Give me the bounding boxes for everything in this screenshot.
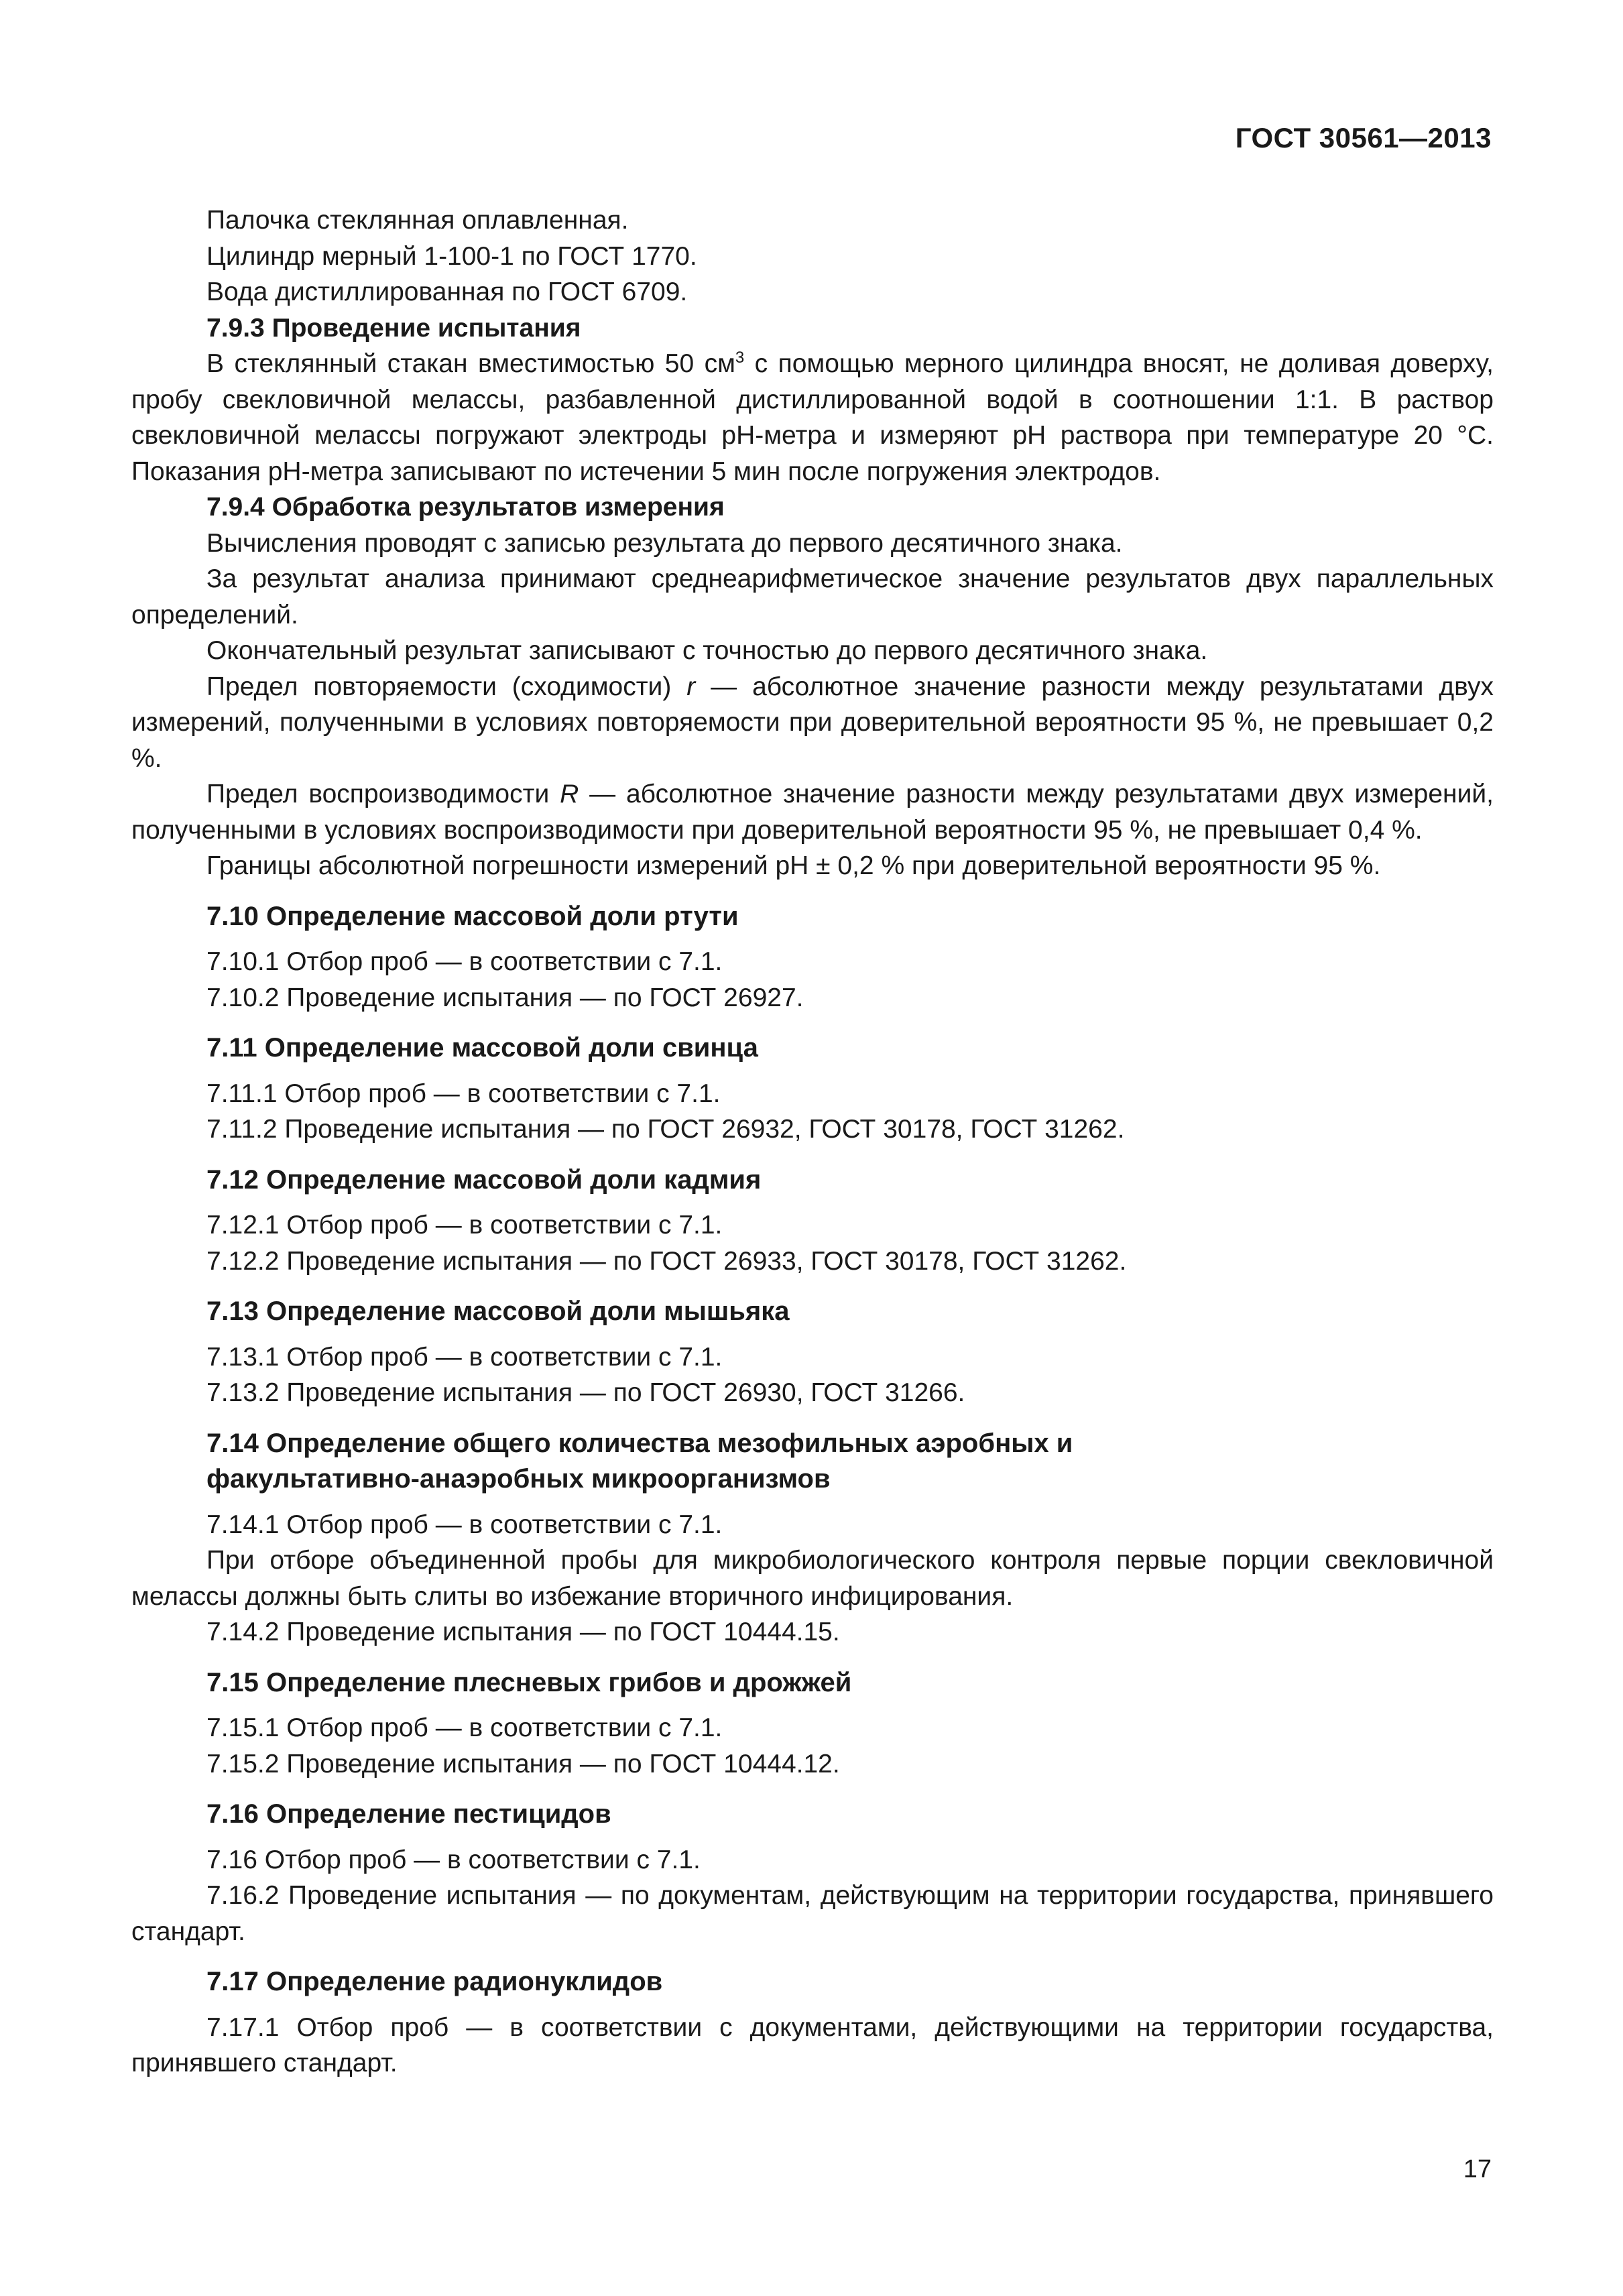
section-heading-7-10: 7.10 Определение массовой доли ртути — [206, 901, 739, 931]
paragraph: Цилиндр мерный 1-100-1 по ГОСТ 1770. — [206, 241, 697, 271]
paragraph: 7.16 Отбор проб — в соответствии с 7.1. — [206, 1845, 701, 1874]
paragraph: 7.12.2 Проведение испытания — по ГОСТ 26933, ГОСТ 30178, ГОСТ 31262. — [206, 1246, 1127, 1276]
subsection-heading-7-9-4: 7.9.4 Обработка результатов измерения — [206, 493, 725, 522]
paragraph: За результат анализа принимают среднеарифметическое значение результатов двух параллельных определений. — [131, 564, 1494, 629]
standard-header: ГОСТ 30561—2013 — [1235, 122, 1492, 154]
paragraph: 7.11.2 Проведение испытания — по ГОСТ 26932, ГОСТ 30178, ГОСТ 31262. — [206, 1115, 1125, 1144]
paragraph: 7.15.2 Проведение испытания — по ГОСТ 10444.12. — [206, 1749, 840, 1778]
paragraph: Предел повторяемости (сходимости) r — абсолютное значение разности между результатами двух измерений, полученными в условиях повторяемости при доверительной вероятности 95 %, не превышает 0,2 %. — [131, 672, 1494, 773]
paragraph: Палочка стеклянная оплавленная. — [206, 206, 629, 235]
paragraph: 7.10.2 Проведение испытания — по ГОСТ 26927. — [206, 983, 804, 1012]
paragraph: Границы абсолютной погрешности измерений рН ± 0,2 % при доверительной вероятности 95 %. — [206, 851, 1381, 880]
subsection-heading-7-9-3: 7.9.3 Проведение испытания — [206, 313, 581, 343]
paragraph: Вода дистиллированная по ГОСТ 6709. — [206, 278, 688, 306]
paragraph: 7.13.2 Проведение испытания — по ГОСТ 26930, ГОСТ 31266. — [206, 1378, 965, 1407]
paragraph: 7.14.2 Проведение испытания — по ГОСТ 10444.15. — [206, 1618, 840, 1646]
paragraph: 7.11.1 Отбор проб — в соответствии с 7.1. — [206, 1079, 721, 1108]
paragraph: 7.13.1 Отбор проб — в соответствии с 7.1. — [206, 1342, 723, 1372]
superscript: 3 — [735, 349, 745, 367]
paragraph: В стеклянный стакан вместимостью 50 $см^3$ с помощью мерного цилиндра вносят, не доливая доверху, пробу свекловичной мелассы, разбавленной дистиллированной водой в соотношении 1:1. В раствор свекловичной мелассы погружают электроды рН-метра и измеряют рН раствора при температуре 20 °С. Показания рН-метра записывают по истечении 5 мин после погружения электродов. — [131, 349, 1494, 486]
paragraph: 7.15.1 Отбор проб — в соответствии с 7.1. — [206, 1713, 723, 1742]
page-number: 17 — [1463, 2155, 1492, 2183]
section-heading-7-17: 7.17 Определение радионуклидов — [206, 1967, 663, 1996]
paragraph: 7.10.1 Отбор проб — в соответствии с 7.1. — [206, 947, 723, 976]
paragraph: При отборе объединенной пробы для микробиологического контроля первые порции свекловичной мелассы должны быть слиты во избежание вторичного инфицирования. — [131, 1546, 1494, 1611]
variable-R: R — [560, 780, 579, 808]
section-heading-7-12: 7.12 Определение массовой доли кадмия — [206, 1164, 762, 1195]
section-heading-7-11: 7.11 Определение массовой доли свинца — [206, 1033, 758, 1063]
section-heading-7-15: 7.15 Определение плесневых грибов и дрожжей — [206, 1667, 852, 1697]
section-heading-7-14: 7.14 Определение общего количества мезофильных аэробных и факультативно-анаэробных микроорганизмов — [206, 1428, 1073, 1494]
paragraph: 7.12.1 Отбор проб — в соответствии с 7.1. — [206, 1211, 723, 1240]
paragraph: 7.14.1 Отбор проб — в соответствии с 7.1. — [206, 1510, 723, 1539]
paragraph: Предел воспроизводимости R — абсолютное значение разности между результатами двух измерений, полученными в условиях воспроизводимости при доверительной вероятности 95 %, не превышает 0,4 %. — [131, 780, 1494, 845]
section-heading-7-16: 7.16 Определение пестицидов — [206, 1799, 611, 1829]
paragraph: Окончательный результат записывают с точностью до первого десятичного знака. — [206, 636, 1208, 665]
section-heading-7-13: 7.13 Определение массовой доли мышьяка — [206, 1296, 790, 1326]
variable-r: r — [686, 672, 696, 701]
paragraph: 7.17.1 Отбор проб — в соответствии с документами, действующими на территории государства, принявшего стандарт. — [131, 2012, 1494, 2077]
paragraph: Вычисления проводят с записью результата до первого десятичного знака. — [206, 528, 1123, 558]
page-content — [131, 202, 1494, 2081]
paragraph: 7.16.2 Проведение испытания — по документам, действующим на территории государства, принявшего стандарт. — [131, 1881, 1494, 1946]
